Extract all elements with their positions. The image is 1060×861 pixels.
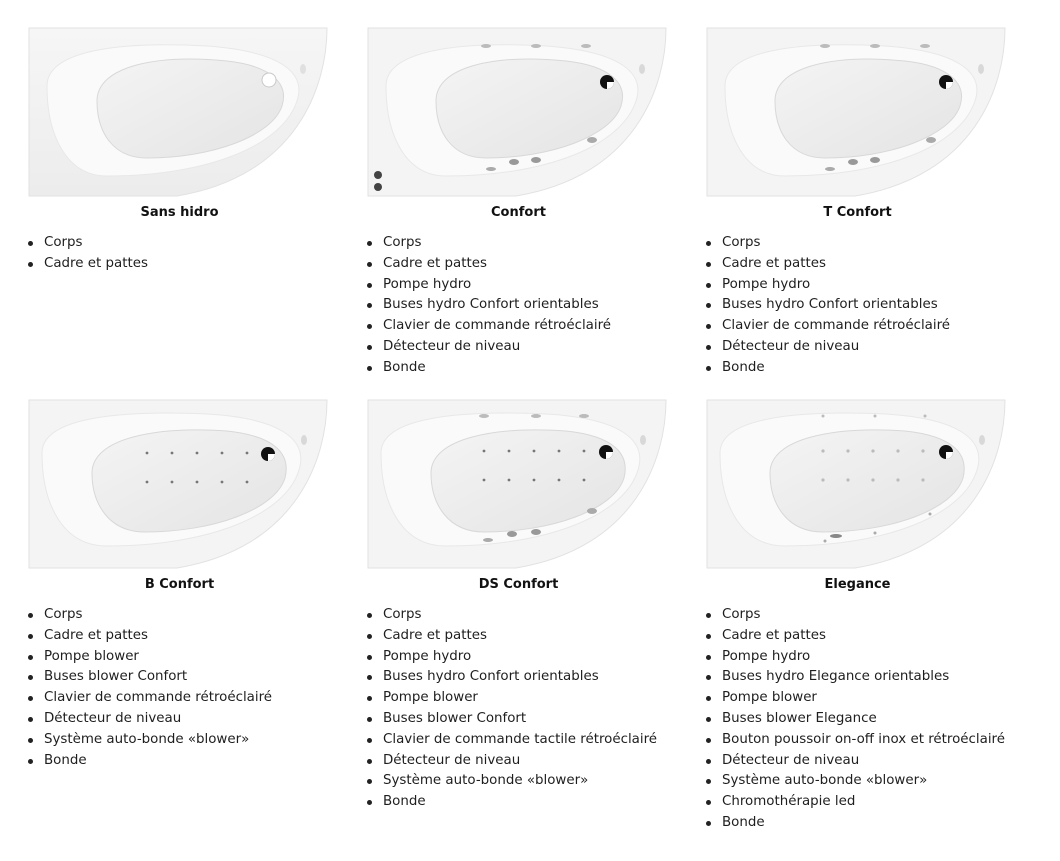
list-item: Corps [366, 605, 671, 626]
bathtub-b-confort-image [27, 398, 332, 570]
list-item: Détecteur de niveau [366, 751, 671, 772]
list-item: Détecteur de niveau [27, 709, 332, 730]
model-card-elegance [705, 398, 1010, 834]
model-name: T Confort [823, 205, 892, 220]
model-name: Confort [491, 205, 546, 220]
list-item: Pompe blower [366, 688, 671, 709]
list-item: Buses blower Confort [366, 709, 671, 730]
feature-list [366, 233, 671, 379]
list-item: Pompe hydro [705, 275, 1010, 296]
list-item: Bonde [705, 813, 1010, 834]
model-name: B Confort [144, 577, 215, 592]
feature-list [366, 605, 671, 813]
model-name: Elegance [824, 577, 891, 592]
list-item: Cadre et pattes [27, 254, 332, 275]
bathtub-confort-image [366, 26, 671, 198]
list-item: Clavier de commande rétroéclairé [27, 688, 332, 709]
model-card-t-confort [705, 26, 1010, 398]
list-item: Bonde [705, 358, 1010, 379]
list-item: Buses hydro Confort orientables [366, 667, 671, 688]
list-item: Pompe blower [27, 647, 332, 668]
models-grid [27, 26, 1027, 834]
list-item: Détecteur de niveau [705, 751, 1010, 772]
list-item: Clavier de commande rétroéclairé [705, 316, 1010, 337]
model-card-sans-hidro [27, 26, 332, 398]
feature-list [27, 233, 332, 275]
list-item: Bonde [27, 751, 332, 772]
list-item: Pompe hydro [705, 647, 1010, 668]
list-item: Détecteur de niveau [366, 337, 671, 358]
list-item: Bonde [366, 358, 671, 379]
list-item: Cadre et pattes [705, 254, 1010, 275]
bathtub-sans-hidro-image [27, 26, 332, 198]
list-item: Système auto-bonde «blower» [705, 771, 1010, 792]
list-item: Chromothérapie led [705, 792, 1010, 813]
feature-list [705, 605, 1010, 834]
list-item: Bouton poussoir on-off inox et rétroéclairé [705, 730, 1010, 751]
bathtub-t-confort-image [705, 26, 1010, 198]
list-item: Clavier de commande rétroéclairé [366, 316, 671, 337]
list-item: Buses hydro Confort orientables [366, 295, 671, 316]
model-name: Sans hidro [140, 205, 219, 220]
bathtub-ds-confort-image [366, 398, 671, 570]
list-item: Système auto-bonde «blower» [27, 730, 332, 751]
list-item: Bonde [366, 792, 671, 813]
list-item: Corps [27, 233, 332, 254]
feature-list [27, 605, 332, 771]
list-item: Corps [705, 233, 1010, 254]
model-card-ds-confort [366, 398, 671, 834]
list-item: Buses hydro Elegance orientables [705, 667, 1010, 688]
list-item: Clavier de commande tactile rétroéclairé [366, 730, 671, 751]
list-item: Buses hydro Confort orientables [705, 295, 1010, 316]
list-item: Buses blower Elegance [705, 709, 1010, 730]
list-item: Corps [366, 233, 671, 254]
model-card-confort [366, 26, 671, 398]
list-item: Pompe hydro [366, 647, 671, 668]
list-item: Cadre et pattes [366, 626, 671, 647]
list-item: Corps [705, 605, 1010, 626]
list-item: Pompe blower [705, 688, 1010, 709]
model-name: DS Confort [478, 577, 559, 592]
list-item: Système auto-bonde «blower» [366, 771, 671, 792]
bathtub-elegance-image [705, 398, 1010, 570]
feature-list [705, 233, 1010, 379]
list-item: Buses blower Confort [27, 667, 332, 688]
list-item: Cadre et pattes [27, 626, 332, 647]
list-item: Cadre et pattes [366, 254, 671, 275]
list-item: Pompe hydro [366, 275, 671, 296]
list-item: Cadre et pattes [705, 626, 1010, 647]
list-item: Corps [27, 605, 332, 626]
model-card-b-confort [27, 398, 332, 834]
list-item: Détecteur de niveau [705, 337, 1010, 358]
